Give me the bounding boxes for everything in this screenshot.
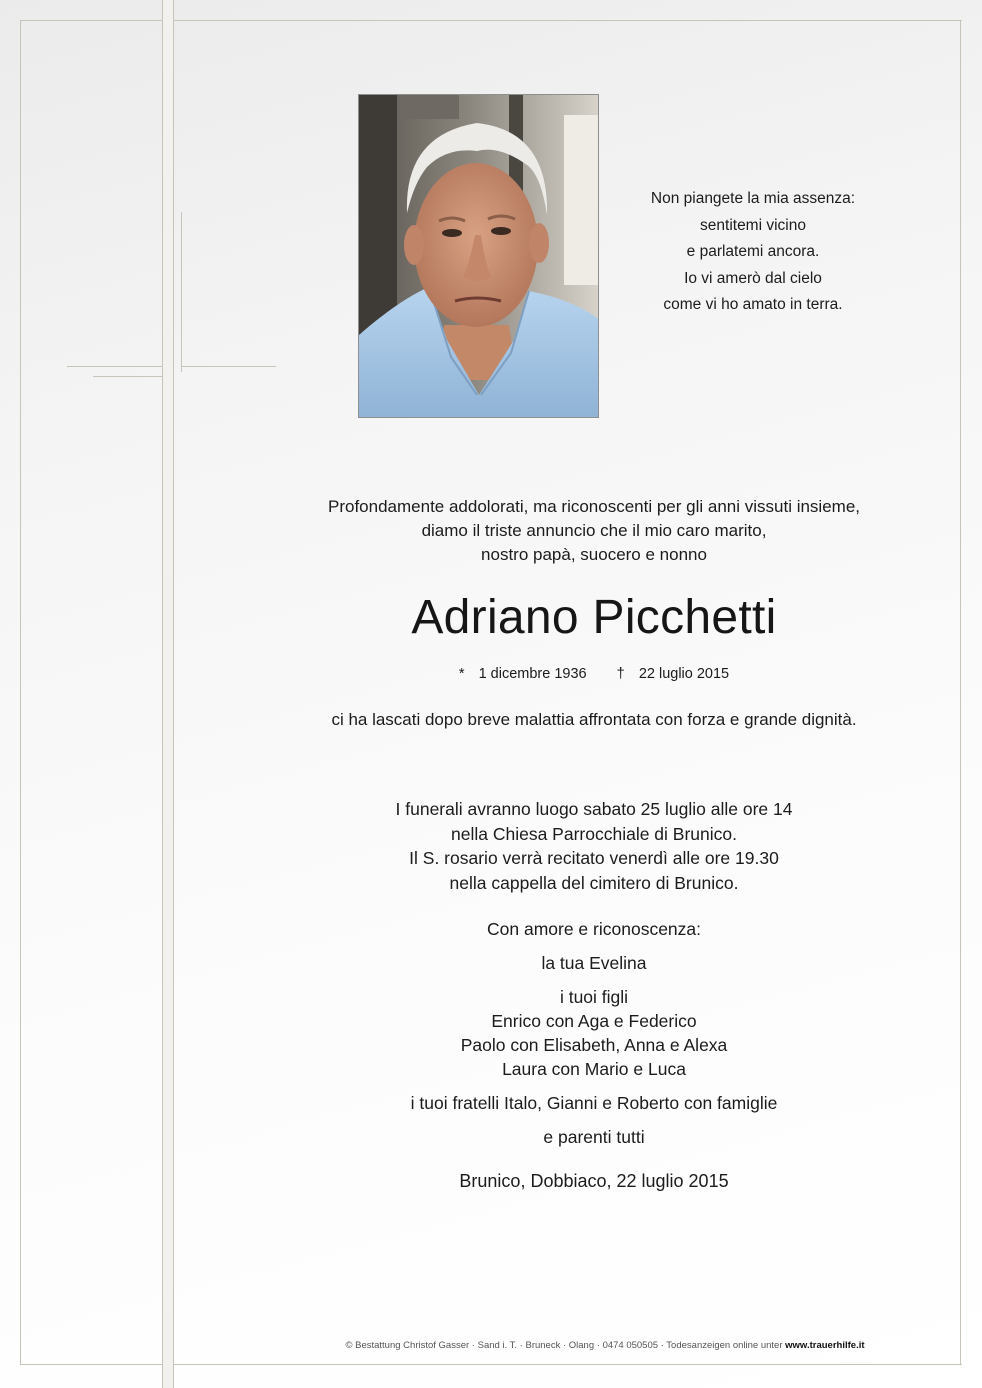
funeral-line: Il S. rosario verrà recitato venerdì alle ore 19.30 [409, 848, 779, 868]
birth-symbol: * [458, 666, 465, 682]
family-wife: la tua Evelina [541, 953, 647, 973]
birth-date: 1 dicembre 1936 [478, 666, 587, 682]
passing-text: ci ha lascati dopo breve malattia affrontata con forza e grande dignità. [331, 710, 857, 729]
place-date: Brunico, Dobbiaco, 22 luglio 2015 [459, 1171, 729, 1191]
child-entry: Paolo con Elisabeth, Anna e Alexa [460, 1035, 728, 1055]
frame-left-line [20, 20, 21, 1365]
footer-text: © Bestattung Christof Gasser · Sand i. T. · Bruneck · Olang · 0474 050505 · Todesanzeigen online unter [345, 1340, 786, 1351]
vertical-frame-strip [162, 0, 174, 1388]
footer-website-link[interactable]: www.trauerhilfe.it [785, 1340, 865, 1351]
child-entry: Laura con Mario e Luca [502, 1059, 686, 1079]
funeral-line: nella Chiesa Parrocchiale di Brunico. [451, 823, 737, 844]
poem-line: Non piangete la mia assenza: [650, 190, 856, 207]
poem-block [610, 186, 896, 319]
footer-credit [260, 1339, 950, 1353]
funeral-info [294, 797, 894, 895]
frame-right-line [960, 20, 961, 1365]
family-opening: Con amore e riconoscenza: [487, 919, 701, 939]
life-dates [294, 664, 894, 684]
funeral-line: nella cappella del cimitero di Brunico. [449, 872, 739, 893]
poem-line: e parlatemi ancora. [686, 243, 820, 260]
child-entry: Enrico con Aga e Federico [491, 1011, 697, 1031]
poem-line: Io vi amerò dal cielo [684, 269, 822, 287]
death-date: 22 luglio 2015 [638, 666, 730, 682]
intro-line: Profondamente addolorati, ma riconoscenti per gli anni vissuti insieme, [328, 497, 860, 516]
deceased-name: Adriano Picchetti [411, 591, 777, 644]
intro-line: nostro papà, suocero e nonno [481, 545, 707, 564]
relatives-entry: e parenti tutti [543, 1127, 645, 1147]
poem-line: sentitemi vicino [700, 216, 806, 234]
portrait-photo [358, 94, 599, 418]
cross-death-icon: † [616, 666, 625, 682]
siblings-entry: i tuoi fratelli Italo, Gianni e Roberto con famiglie [410, 1093, 778, 1113]
portrait-illustration [359, 95, 599, 418]
announcement-intro [294, 495, 894, 567]
children-heading: i tuoi figli [559, 987, 629, 1007]
poem-line: come vi ho amato in terra. [663, 296, 843, 313]
intro-line: diamo il triste annuncio che il mio caro marito, [421, 521, 767, 540]
funeral-line: I funerali avranno luogo sabato 25 luglio alle ore 14 [395, 799, 793, 819]
family-list [294, 917, 894, 1149]
